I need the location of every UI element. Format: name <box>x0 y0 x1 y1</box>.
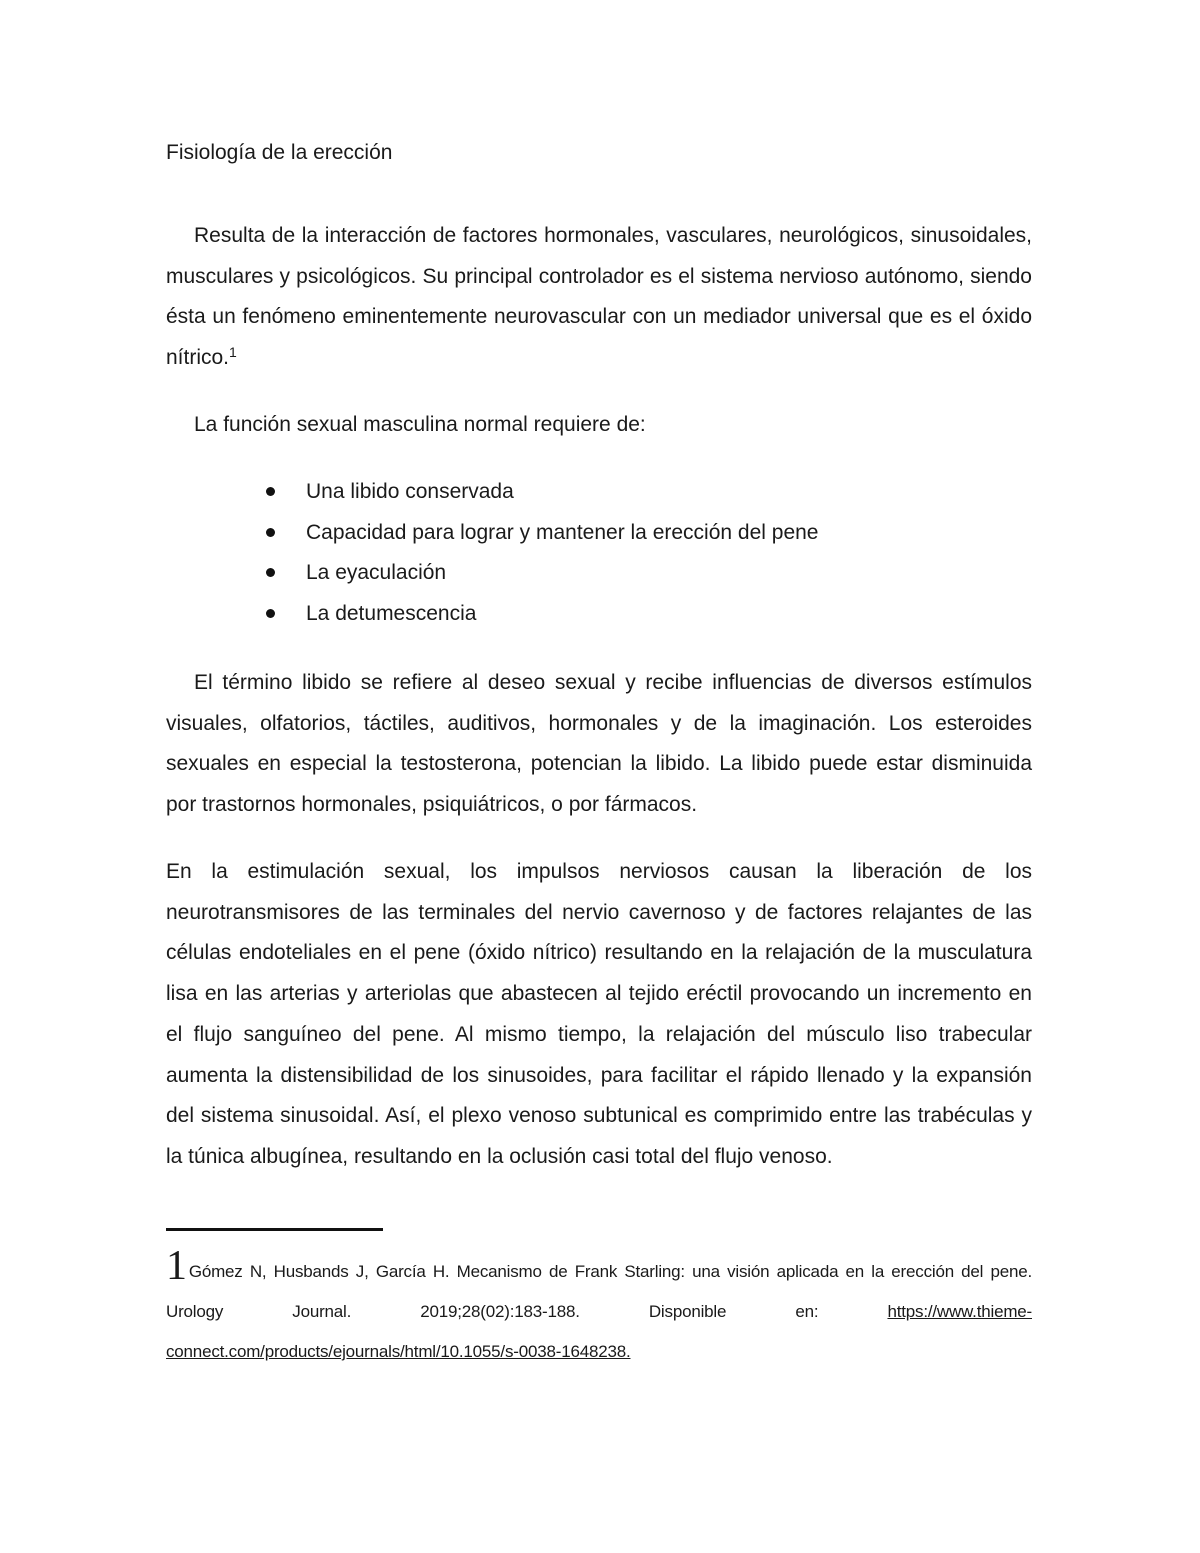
footnote-number: 1 <box>166 1243 187 1289</box>
bullet-icon <box>266 568 275 577</box>
requirements-list <box>166 472 1032 635</box>
footnote <box>166 1243 1032 1372</box>
paragraph-intro <box>166 216 1032 379</box>
list-item-text: La detumescencia <box>306 602 477 626</box>
paragraph-stimulation: En la estimulación sexual, los impulsos nerviosos causan la liberación de los neurotransmisores de las terminales del nervio cavernoso y de factores relajantes de las células endoteliales en el pene (óxido nítrico) resultando en la relajación de la musculatura lisa en las arterias y arteriolas que abastecen al tejido eréctil provocando un incremento en el flujo sanguíneo del pene. Al mismo tiempo, la relajación del músculo liso trabecular aumenta la distensibilidad de los sinusoides, para facilitar el rápido llenado y la expansión del sistema sinusoidal. Así, el plexo venoso subtunical es comprimido entre las trabéculas y la túnica albugínea, resultando en la oclusión casi total del flujo venoso. <box>166 860 1032 1168</box>
footnote-reference[interactable]: 1 <box>229 344 237 361</box>
list-item-text: La eyaculación <box>306 561 447 585</box>
footnote-link[interactable]: https://www.thieme-connect.com/products/ejournals/html/10.1055/s-0038-1648238. <box>166 1302 1032 1361</box>
list-item <box>166 472 1032 513</box>
bullet-icon <box>266 528 275 537</box>
bullet-icon <box>266 487 275 496</box>
paragraph-libido: El término libido se refiere al deseo sexual y recibe influencias de diversos estímulos visuales, olfatorios, táctiles, auditivos, hormonales y de la imaginación. Los esteroides sexuales en especial la testosterona, potencian la libido. La libido puede estar disminuida por trastornos hormonales, psiquiátricos, o por fármacos. <box>166 671 1032 817</box>
paragraph-requirements-intro: La función sexual masculina normal requiere de: <box>194 413 646 436</box>
list-item <box>166 513 1032 554</box>
list-item <box>166 553 1032 594</box>
footnote-text: Gómez N, Husbands J, García H. Mecanismo de Frank Starling: una visión aplicada en la erección del pene. Urology Journal. 2019;28(02):183-188. Disponible en: <box>166 1262 1032 1321</box>
page-title: Fisiología de la erección <box>166 141 393 164</box>
paragraph-intro-text: Resulta de la interacción de factores hormonales, vasculares, neurológicos, sinusoidales, musculares y psicológicos. Su principal controlador es el sistema nervioso autónomo, siendo ésta un fenómeno eminentemente neurovascular con un mediador universal que es el óxido nítrico. <box>166 224 1032 370</box>
list-item <box>166 594 1032 635</box>
list-item-text: Capacidad para lograr y mantener la erección del pene <box>306 520 819 544</box>
footnote-separator <box>166 1228 383 1231</box>
bullet-icon <box>266 609 275 618</box>
list-item-text: Una libido conservada <box>306 480 514 503</box>
